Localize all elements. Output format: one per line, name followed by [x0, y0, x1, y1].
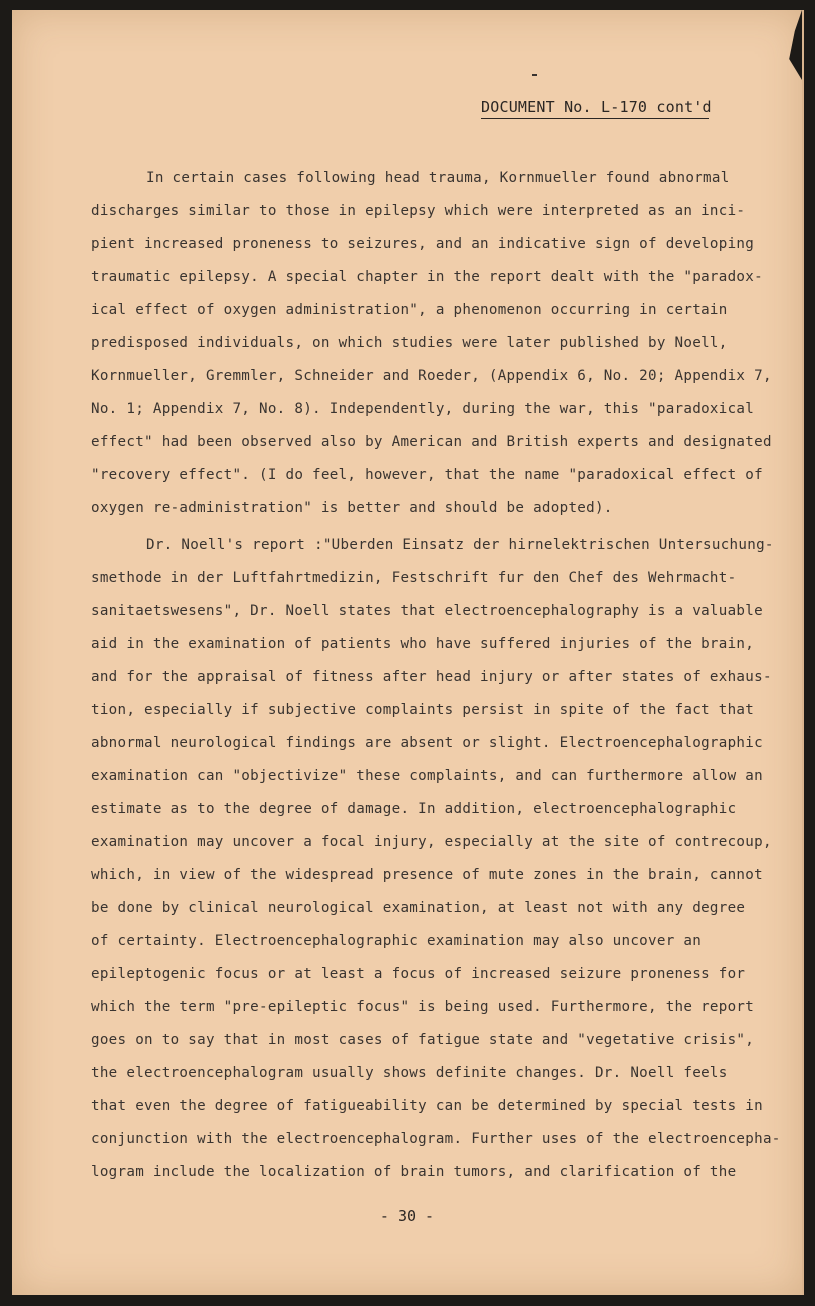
text-line: of certainty. Electroencephalographic examination may also uncover an	[91, 933, 702, 949]
text-line: abnormal neurological findings are absent or slight. Electroencephalographic	[91, 735, 763, 751]
torn-corner	[786, 10, 802, 80]
text-line: estimate as to the degree of damage. In addition, electroencephalographic	[91, 801, 737, 817]
text-line: aid in the examination of patients who have suffered injuries of the brain,	[91, 636, 755, 652]
text-line: discharges similar to those in epilepsy which were interpreted as an inci-	[91, 203, 746, 219]
text-line: conjunction with the electroencephalogram. Further uses of the electroencepha-	[91, 1131, 781, 1147]
text-line: the electroencephalogram usually shows definite changes. Dr. Noell feels	[91, 1065, 728, 1081]
text-line: be done by clinical neurological examination, at least not with any degree	[91, 900, 746, 916]
text-line: and for the appraisal of fitness after head injury or after states of exhaus-	[91, 669, 772, 685]
text-line: "recovery effect". (I do feel, however, that the name "paradoxical effect of	[91, 467, 763, 483]
page-number: - 30 -	[379, 1207, 435, 1225]
text-line: Dr. Noell's report :"Uberden Einsatz der hirnelektrischen Untersuchung-	[146, 537, 774, 553]
text-line: In certain cases following head trauma, Kornmueller found abnormal	[146, 170, 730, 186]
text-line: pient increased proneness to seizures, and an indicative sign of developing	[91, 236, 755, 252]
text-line: effect" had been observed also by American and British experts and designated	[91, 434, 772, 450]
text-line: sanitaetswesens", Dr. Noell states that electroencephalography is a valuable	[91, 603, 763, 619]
text-line: oxygen re-administration" is better and should be adopted).	[91, 500, 613, 516]
text-line: epileptogenic focus or at least a focus of increased seizure proneness for	[91, 966, 746, 982]
document-page	[12, 10, 804, 1295]
text-line: goes on to say that in most cases of fatigue state and "vegetative crisis",	[91, 1032, 755, 1048]
ink-mark	[532, 74, 537, 76]
text-line: that even the degree of fatigueability can be determined by special tests in	[91, 1098, 763, 1114]
text-line: which the term "pre-epileptic focus" is being used. Furthermore, the report	[91, 999, 755, 1015]
text-line: logram include the localization of brain tumors, and clarification of the	[91, 1164, 737, 1180]
document-reference: DOCUMENT No. L-170 cont'd	[481, 98, 709, 119]
text-line: ical effect of oxygen administration", a phenomenon occurring in certain	[91, 302, 728, 318]
text-line: examination can "objectivize" these complaints, and can furthermore allow an	[91, 768, 763, 784]
text-line: which, in view of the widespread presence of mute zones in the brain, cannot	[91, 867, 763, 883]
text-line: traumatic epilepsy. A special chapter in the report dealt with the "paradox-	[91, 269, 763, 285]
text-line: tion, especially if subjective complaints persist in spite of the fact that	[91, 702, 755, 718]
text-line: Kornmueller, Gremmler, Schneider and Roeder, (Appendix 6, No. 20; Appendix 7,	[91, 368, 772, 384]
text-line: smethode in der Luftfahrtmedizin, Festschrift fur den Chef des Wehrmacht-	[91, 570, 737, 586]
text-line: predisposed individuals, on which studies were later published by Noell,	[91, 335, 728, 351]
text-line: No. 1; Appendix 7, No. 8). Independently, during the war, this "paradoxical	[91, 401, 755, 417]
text-line: examination may uncover a focal injury, especially at the site of contrecoup,	[91, 834, 772, 850]
